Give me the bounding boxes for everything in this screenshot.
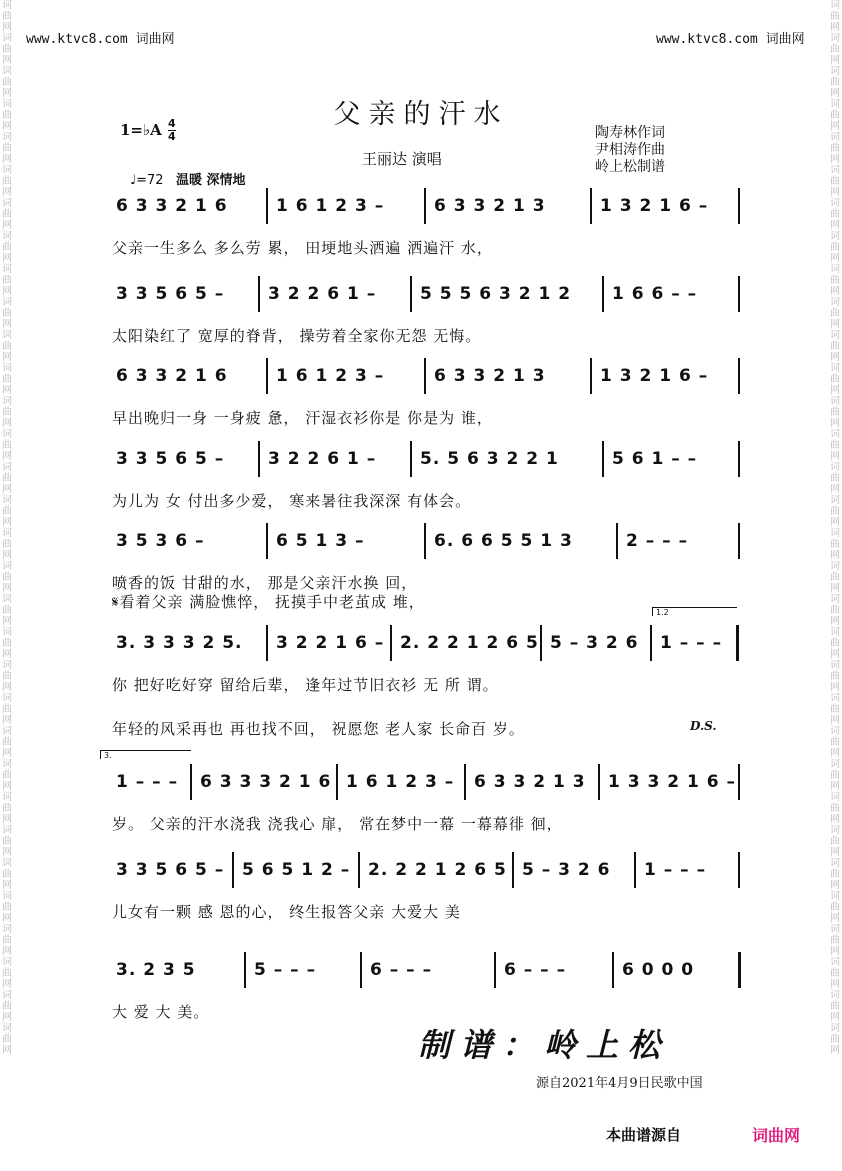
barline [258,441,260,477]
tempo-marking [130,169,246,188]
measure-notes: 6 3 3 2 1 3 [434,196,546,216]
lyric-line: 父亲一生多么 多么劳 累， 田埂地头洒遍 洒遍汗 水， [112,239,493,257]
barline [358,852,360,888]
barline [634,852,636,888]
barline [738,523,740,559]
barline [360,952,362,988]
barline [410,441,412,477]
measure-notes: 5. 5 6 3 2 2 1 [420,449,559,469]
tempo-value: ♩=72 [130,173,164,188]
barline [336,764,338,800]
lyric-line: 岁。 父亲的汗水浇我 浇我心 扉， 常在梦中一幕 一幕幕徘 徊， [112,815,563,833]
barline [512,852,514,888]
barline [738,358,740,394]
measure-notes: 1 6 1 2 3 – [276,196,385,216]
measure-notes: 1 – – – [116,772,179,792]
barline [190,764,192,800]
measure-notes: 1 6 1 2 3 – [346,772,455,792]
song-title: 父亲的汗水 [333,99,509,130]
barline [590,188,592,224]
lyric-line: 大 爱 大 美。 [112,1003,210,1021]
lyric-line: 年轻的风采再也 再也找不回， 祝愿您 老人家 长命百 岁。 [112,720,525,738]
barline [590,358,592,394]
site-url-left[interactable]: www.ktvc8.com 词曲网 [26,32,175,47]
footer-brand-link[interactable]: 词曲网 [752,1126,801,1145]
barline [266,523,268,559]
site-url-right[interactable]: www.ktvc8.com 词曲网 [656,32,805,47]
measure-notes: 1 6 6 – – [612,284,698,304]
measure-notes: 6 5 1 3 – [276,531,365,551]
measure-notes: 1 3 2 1 6 – [600,196,709,216]
source-note: 源自2021年4月9日民歌中国 [536,1076,703,1091]
lyric-line: 儿女有一颗 感 恩的心， 终生报答父亲 大爱大 美 [112,903,461,921]
lyric-line: 𝄋看着父亲 满脸憔悴， 抚摸手中老茧成 堆， [112,593,425,611]
measure-notes: 5 – 3 2 6 [522,860,611,880]
volta-1-2-label: 1.2 [656,608,669,617]
barline [232,852,234,888]
measure-notes: 5 – – – [254,960,317,980]
measure-notes: 6 3 3 2 1 6 [116,196,228,216]
measure-notes: 1 3 3 2 1 6 – [608,772,736,792]
measure-notes: 1 3 2 1 6 – [600,366,709,386]
barline [266,188,268,224]
barline [602,441,604,477]
measure-notes: 1 – – – [660,633,723,653]
barline [738,952,741,988]
barline [266,625,268,661]
measure-notes: 6 0 0 0 [622,960,695,980]
barline [410,276,412,312]
measure-notes: 2. 2 2 1 2 6 5 [368,860,507,880]
measure-notes: 1 – – – [644,860,707,880]
lyric-line: 太阳染红了 宽厚的脊背， 操劳着全家你无怨 无悔。 [112,327,482,345]
measure-notes: 6 – – – [504,960,567,980]
measure-notes: 3. 3 3 3 2 5. [116,633,243,653]
lyric-line: 你 把好吃好穿 留给后辈， 逢年过节旧衣衫 无 所 谓。 [112,676,499,694]
barline [602,276,604,312]
measure-notes: 3 3 5 6 5 – [116,860,225,880]
measure-notes: 6 3 3 2 1 6 [116,366,228,386]
transcriber-credit: 岭上松制谱 [595,159,665,175]
key-signature: 1=♭A [120,121,162,139]
volta-1-2 [652,607,737,616]
side-watermark-left: 词曲网词曲网词曲网词曲网词曲网词曲网词曲网词曲网词曲网词曲网词曲网词曲网词曲网词曲网词曲网词曲网词曲网词曲网词曲网词曲网词曲网词曲网词曲网词曲网词曲网词曲网词曲网词曲网词曲网词曲网词曲网词曲网 [2,0,12,1056]
measure-notes: 5 6 5 1 2 – [242,860,351,880]
side-watermark-right: 词曲网词曲网词曲网词曲网词曲网词曲网词曲网词曲网词曲网词曲网词曲网词曲网词曲网词曲网词曲网词曲网词曲网词曲网词曲网词曲网词曲网词曲网词曲网词曲网词曲网词曲网词曲网词曲网词曲网词曲网词曲网词曲网 [830,0,840,1056]
measure-notes: 2. 2 2 1 2 6 5 [400,633,539,653]
measure-notes: 3 2 2 6 1 – [268,284,377,304]
barline [738,852,740,888]
signature: 制谱：岭上松 [418,1026,671,1064]
measure-notes: 6 – – – [370,960,433,980]
barline [464,764,466,800]
lyric-line: 早出晚归一身 一身疲 惫， 汗湿衣衫你是 你是为 谁， [112,409,493,427]
lyric-line: 喷香的饭 甘甜的水， 那是父亲汗水换 回， [112,574,418,592]
meter-top: 4 [168,117,176,130]
barline [738,188,740,224]
measure-notes: 2 – – – [626,531,689,551]
measure-notes: 3 5 3 6 – [116,531,205,551]
measure-notes: 5 6 1 – – [612,449,698,469]
measure-notes: 6 3 3 3 2 1 6 [200,772,332,792]
footer-label: 本曲谱源自 [606,1126,682,1144]
measure-notes: 5 – 3 2 6 [550,633,639,653]
barline [738,441,740,477]
barline [612,952,614,988]
volta-3 [100,750,191,759]
barline [266,358,268,394]
expression-mark: 温暖 深情地 [175,173,246,188]
measure-notes: 3 2 2 6 1 – [268,449,377,469]
dal-segno-mark: D.S. [690,719,717,733]
singer-credit: 王丽达 演唱 [362,150,442,168]
measure-notes: 3 3 5 6 5 – [116,284,225,304]
barline [258,276,260,312]
barline [494,952,496,988]
volta-3-label: 3. [104,751,112,760]
barline [424,358,426,394]
measure-notes: 3. 2 3 5 [116,960,196,980]
composer-credit: 尹相涛作曲 [595,142,665,158]
credits [595,125,665,176]
barline [390,625,392,661]
barline [736,625,739,661]
measure-notes: 5 5 5 6 3 2 1 2 [420,284,572,304]
measure-notes: 6 3 3 2 1 3 [474,772,586,792]
meter-bottom: 4 [168,130,176,143]
measure-notes: 3 3 5 6 5 – [116,449,225,469]
lyricist-credit: 陶寿林作词 [595,125,665,141]
barline [424,188,426,224]
barline [738,764,740,800]
measure-notes: 1 6 1 2 3 – [276,366,385,386]
measure-notes: 3 2 2 1 6 – [276,633,385,653]
barline [244,952,246,988]
lyric-line: 为儿为 女 付出多少爱， 寒来暑往我深深 有体会。 [112,492,472,510]
barline [738,276,740,312]
measure-notes: 6 3 3 2 1 3 [434,366,546,386]
barline [424,523,426,559]
time-signature [168,118,176,143]
measure-notes: 6. 6 6 5 5 1 3 [434,531,573,551]
barline [540,625,542,661]
barline [616,523,618,559]
barline [650,625,652,661]
barline [598,764,600,800]
